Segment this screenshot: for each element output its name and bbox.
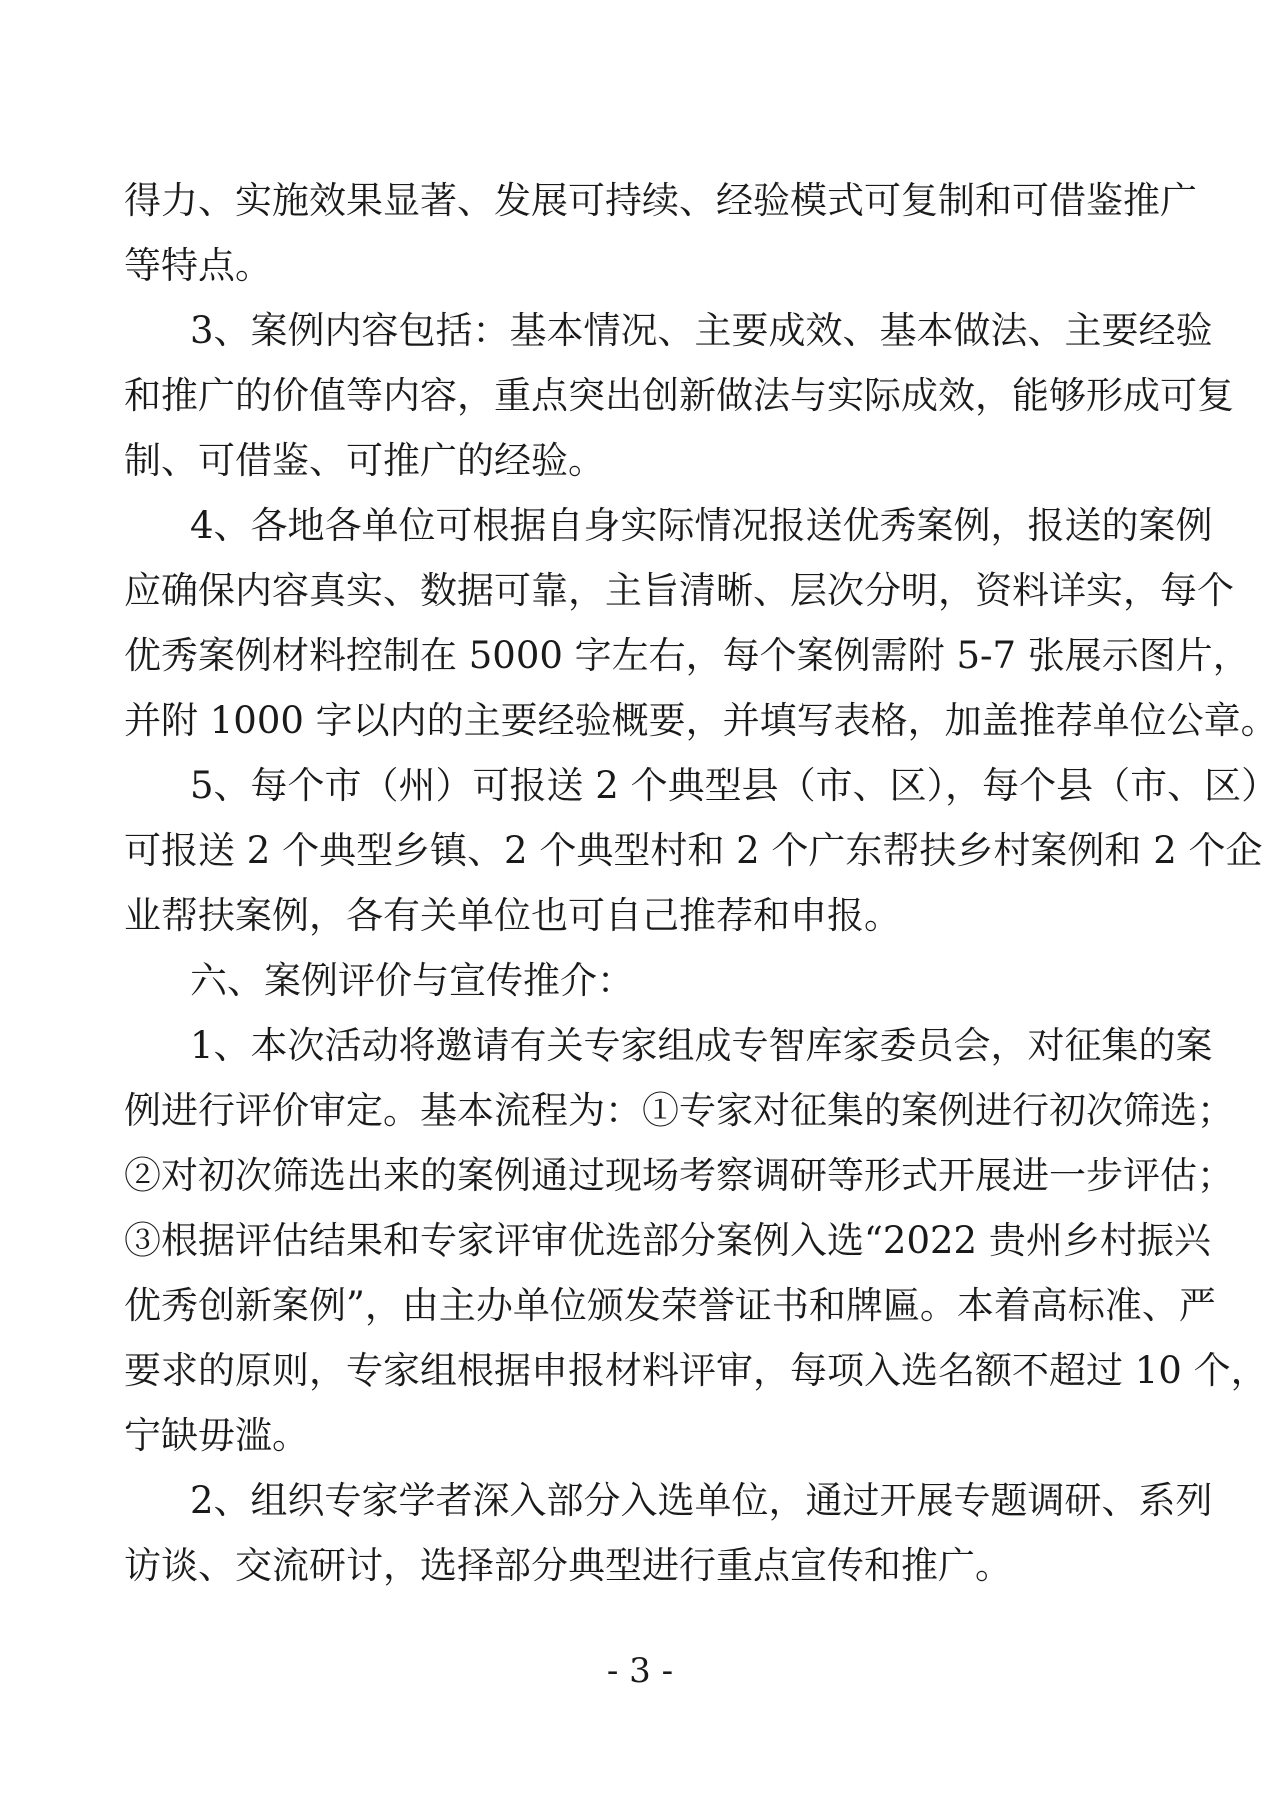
paragraph-line: 要求的原则，专家组根据申报材料评审，每项入选名额不超过 10 个， (124, 1349, 1268, 1392)
paragraph-line: 应确保内容真实、数据可靠，主旨清晰、层次分明，资料详实，每个 (124, 569, 1234, 612)
paragraph-line: ③根据评估结果和专家评审优选部分案例入选“2022 贵州乡村振兴 (124, 1219, 1211, 1262)
paragraph-line: ②对初次筛选出来的案例通过现场考察调研等形式开展进一步评估； (124, 1154, 1234, 1197)
paragraph-line: 1、本次活动将邀请有关专家组成专智库家委员会，对征集的案 (190, 1024, 1213, 1067)
paragraph-line: 业帮扶案例，各有关单位也可自己推荐和申报。 (124, 894, 901, 937)
paragraph-line: 得力、实施效果显著、发展可持续、经验模式可复制和可借鉴推广 (124, 179, 1197, 222)
paragraph-line: 优秀案例材料控制在 5000 字左右，每个案例需附 5-7 张展示图片， (124, 634, 1250, 677)
paragraph-line: 例进行评价审定。基本流程为：①专家对征集的案例进行初次筛选； (124, 1089, 1234, 1132)
page-number: - 3 - (606, 1651, 674, 1691)
paragraph-line: 3、案例内容包括：基本情况、主要成效、基本做法、主要经验 (190, 309, 1213, 352)
paragraph-line: 优秀创新案例”，由主办单位颁发荣誉证书和牌匾。本着高标准、严 (124, 1284, 1216, 1327)
paragraph-line: 并附 1000 字以内的主要经验概要，并填写表格，加盖推荐单位公章。 (124, 699, 1278, 742)
section-heading: 六、案例评价与宣传推介： (190, 959, 634, 1002)
paragraph-line: 可报送 2 个典型乡镇、2 个典型村和 2 个广东帮扶乡村案例和 2 个企 (124, 829, 1263, 872)
paragraph-line: 和推广的价值等内容，重点突出创新做法与实际成效，能够形成可复 (124, 374, 1234, 417)
paragraph-line: 4、各地各单位可根据自身实际情况报送优秀案例，报送的案例 (190, 504, 1213, 547)
paragraph-line: 2、组织专家学者深入部分入选单位，通过开展专题调研、系列 (190, 1479, 1213, 1522)
paragraph-line: 5、每个市（州）可报送 2 个典型县（市、区），每个县（市、区） (190, 764, 1279, 807)
paragraph-line: 访谈、交流研讨，选择部分典型进行重点宣传和推广。 (124, 1544, 1012, 1587)
paragraph-line: 宁缺毋滥。 (124, 1414, 309, 1457)
paragraph-line: 制、可借鉴、可推广的经验。 (124, 439, 605, 482)
paragraph-line: 等特点。 (124, 244, 272, 287)
